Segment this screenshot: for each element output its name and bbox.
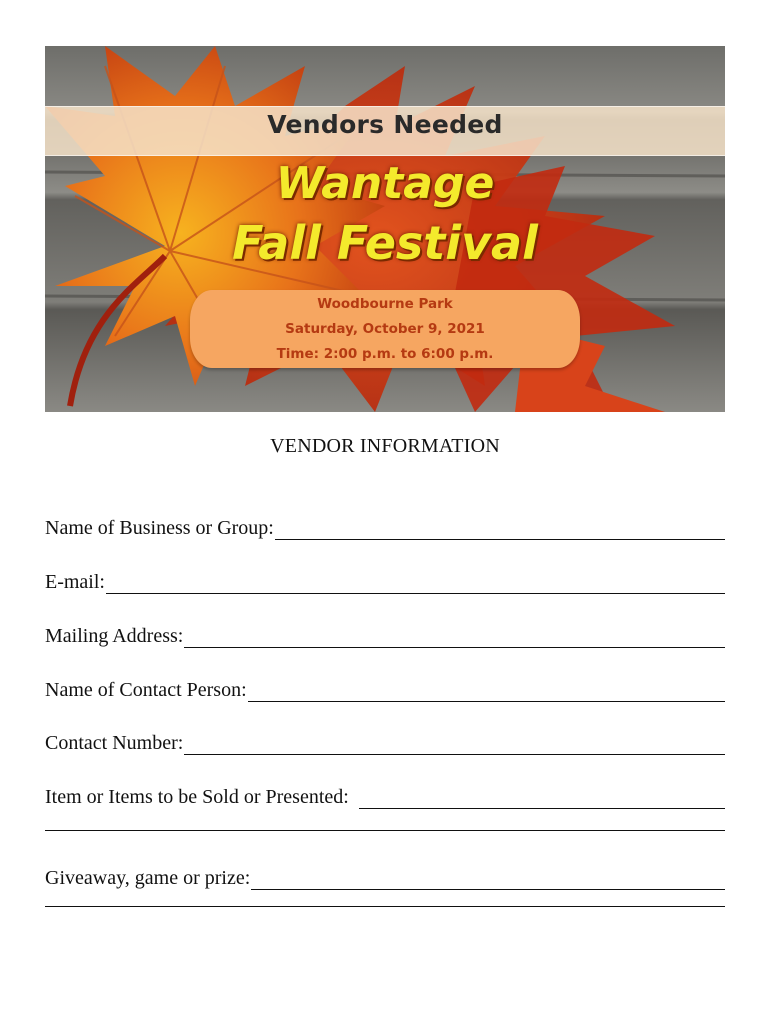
items-sold-input-line[interactable] — [359, 790, 725, 809]
business-name-field — [45, 514, 725, 540]
event-details-box — [190, 290, 580, 368]
event-time: Time: 2:00 p.m. to 6:00 p.m. — [276, 346, 494, 362]
event-location: Woodbourne Park — [317, 296, 453, 312]
contact-number-field — [45, 729, 725, 755]
field-label: Giveaway, game or prize: — [45, 867, 251, 889]
contact-number-input-line[interactable] — [184, 736, 725, 755]
giveaway-field — [45, 864, 725, 890]
field-label: Name of Business or Group: — [45, 517, 274, 539]
email-field — [45, 568, 725, 594]
vendor-information-heading: VENDOR INFORMATION — [270, 435, 500, 457]
field-label: E-mail: — [45, 571, 105, 593]
event-date: Saturday, October 9, 2021 — [285, 321, 485, 337]
contact-person-input-line[interactable] — [248, 683, 725, 702]
giveaway-continuation-line[interactable] — [45, 906, 725, 907]
contact-person-field — [45, 676, 725, 702]
business-name-input-line[interactable] — [275, 521, 725, 540]
vendors-needed-headline: Vendors Needed — [267, 110, 503, 139]
field-label: Name of Contact Person: — [45, 679, 247, 701]
email-input-line[interactable] — [106, 575, 725, 594]
field-label: Mailing Address: — [45, 625, 184, 647]
items-sold-field — [45, 783, 725, 809]
mailing-address-input-line[interactable] — [184, 629, 725, 648]
field-label: Contact Number: — [45, 732, 184, 754]
items-sold-continuation-line[interactable] — [45, 830, 725, 831]
mailing-address-field — [45, 622, 725, 648]
festival-banner — [45, 46, 725, 412]
giveaway-input-line[interactable] — [251, 871, 725, 890]
field-label: Item or Items to be Sold or Presented: — [45, 786, 349, 808]
festival-title-line2: Fall Festival — [232, 216, 538, 270]
festival-title-line1: Wantage — [275, 158, 495, 209]
